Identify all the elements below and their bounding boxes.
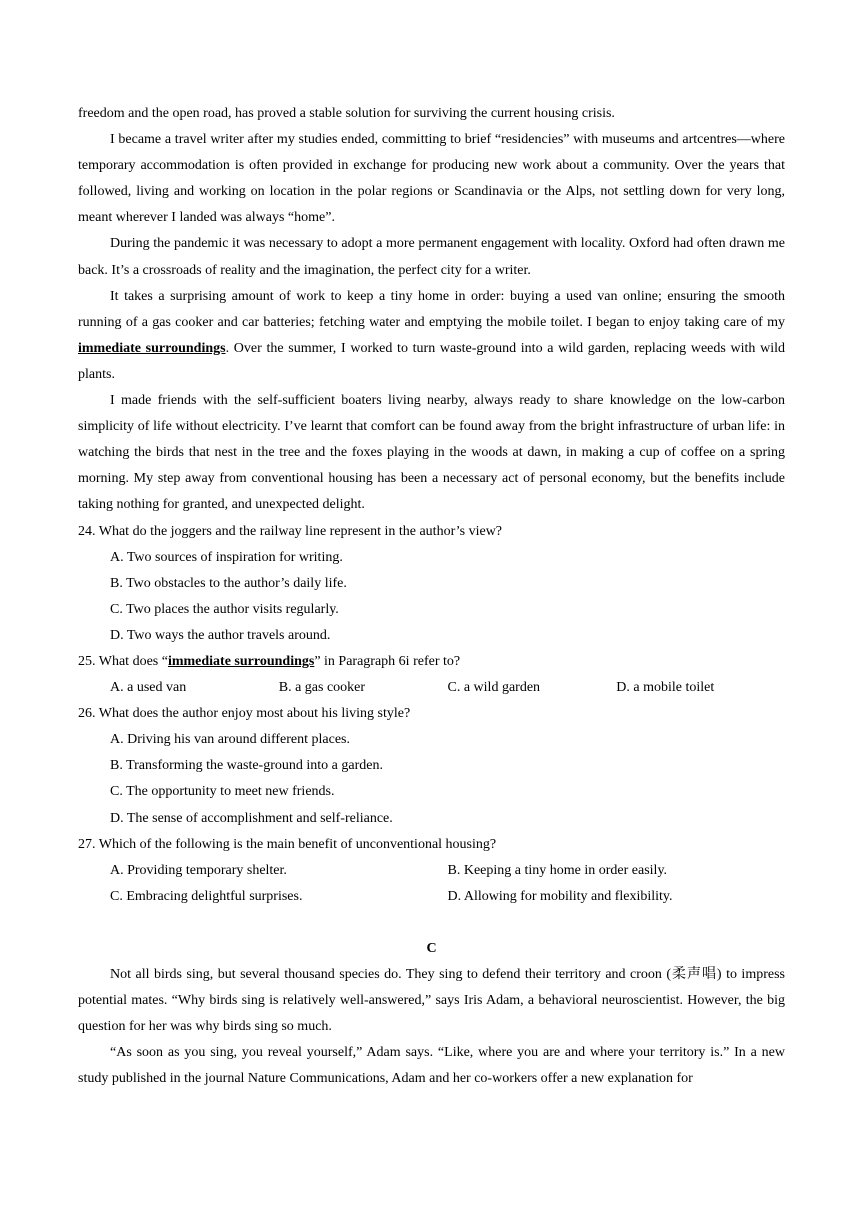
paragraph: [78, 284, 785, 388]
option-d: D. The sense of accomplishment and self-reliance.: [110, 810, 393, 826]
paragraph: During the pandemic it was necessary to adopt a more permanent engagement with locality. Oxford had often drawn me back. It’s a crossroads of reality and the imagination, the perfect city for a writer.: [78, 236, 785, 278]
option-c: C. The opportunity to meet new friends.: [110, 784, 335, 800]
text-run: 25. What does “: [78, 653, 168, 669]
text-run: It takes a surprising amount of work to keep a tiny home in order: buying a used van online; ensuring the smooth running of a gas cooker and car batteries; fetching water and emptying the mobile toilet. I began to enjoy taking care of my: [78, 288, 785, 330]
option-a: A. a used van: [110, 680, 187, 696]
section-heading: C: [426, 940, 437, 956]
option-c: C. a wild garden: [447, 680, 541, 696]
option-a: A. Two sources of inspiration for writing.: [110, 549, 343, 565]
option-d: D. Two ways the author travels around.: [110, 627, 331, 643]
text-run: . Over the summer, I worked to turn waste-ground into a wild garden, replacing weeds with wild plants.: [78, 340, 785, 382]
options-row: [78, 858, 785, 884]
option-c: C. Embracing delightful surprises.: [110, 888, 303, 904]
question-stem: [78, 649, 785, 675]
paragraph: “As soon as you sing, you reveal yourself,” Adam says. “Like, where you are and where your territory is.” In a new study published in the journal Nature Communications, Adam and her co-workers offer a new explanation for: [78, 1045, 785, 1087]
paragraph: Not all birds sing, but several thousand species do. They sing to defend their territory and croon (柔声唱) to impress potential mates. “Why birds sing is relatively well-answered,” says Iris Adam, a behavioral neuroscientist. However, the big question for her was why birds sing so much.: [78, 967, 785, 1035]
underlined-phrase: immediate surroundings: [78, 340, 226, 356]
paragraph: I became a travel writer after my studies ended, committing to brief “residencies” with museums and artcentres—where temporary accommodation is often provided in exchange for producing new work about a community. Over the years that followed, living and working on location in the polar regions or Scandinavia or the Alps, not settling down for very long, meant wherever I landed was always “home”.: [78, 132, 785, 226]
option-d: D. a mobile toilet: [616, 680, 715, 696]
paragraph: freedom and the open road, has proved a stable solution for surviving the current housing crisis.: [78, 106, 615, 121]
question-26: [78, 701, 785, 831]
paragraph: I made friends with the self-sufficient boaters living nearby, always ready to share knowledge on the low-carbon simplicity of life without electricity. I’ve learnt that comfort can be found away from the bright infrastructure of urban life: in watching the birds that nest in the tree and the foxes playing in the woods at dawn, in making a cup of coffee on a spring morning. My step away from conventional housing has been a necessary act of personal economy, but the benefits include taking nothing for granted, and unexpected delight.: [78, 393, 785, 513]
option-d: D. Allowing for mobility and flexibility.: [447, 888, 673, 904]
option-b: B. Keeping a tiny home in order easily.: [447, 862, 668, 878]
option-b: B. Two obstacles to the author’s daily life.: [110, 575, 347, 591]
question-27: [78, 832, 785, 910]
text-run: ” in Paragraph 6i refer to?: [314, 653, 461, 669]
question-24: [78, 519, 785, 649]
options-row: [78, 884, 785, 910]
document-page: [78, 101, 785, 1092]
option-a: A. Driving his van around different places.: [110, 732, 351, 748]
question-stem: 26. What does the author enjoy most about his living style?: [78, 706, 411, 722]
option-c: C. Two places the author visits regularly.: [110, 601, 339, 617]
option-b: B. Transforming the waste-ground into a garden.: [110, 758, 383, 774]
question-25: [78, 649, 785, 701]
underlined-phrase: immediate surroundings: [167, 653, 315, 669]
option-b: B. a gas cooker: [278, 680, 366, 696]
option-a: A. Providing temporary shelter.: [110, 862, 287, 878]
question-stem: 27. Which of the following is the main benefit of unconventional housing?: [78, 836, 497, 852]
question-stem: 24. What do the joggers and the railway line represent in the author’s view?: [78, 523, 503, 539]
options-row: [78, 675, 785, 701]
